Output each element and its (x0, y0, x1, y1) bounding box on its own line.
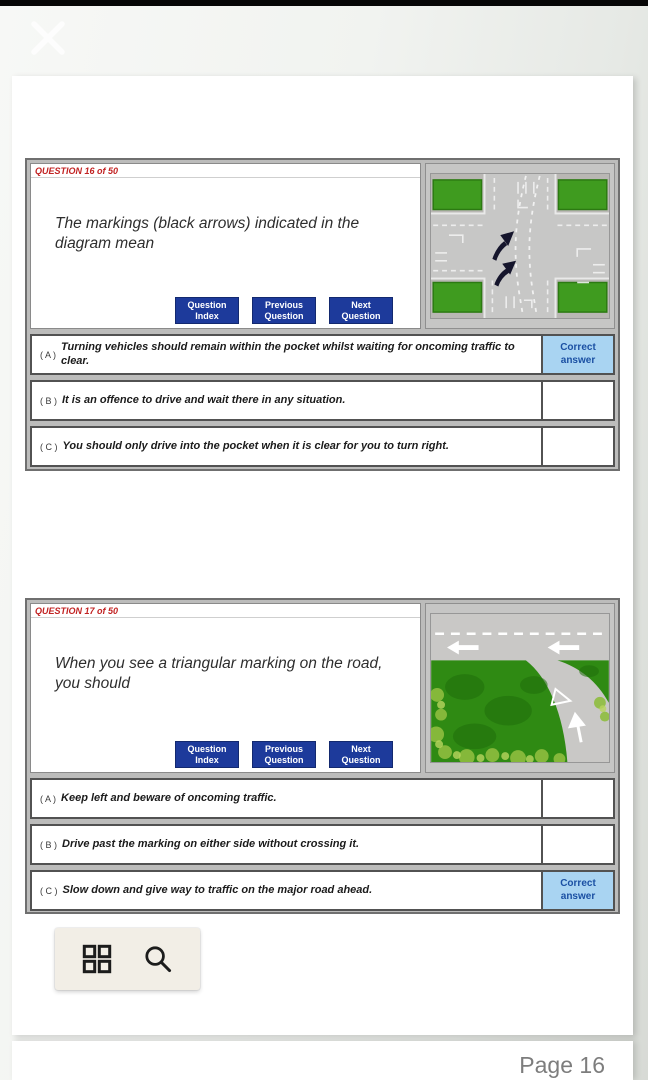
next-question-button[interactable]: Next Question (329, 741, 393, 768)
answer-row-b[interactable] (30, 380, 615, 421)
question-index-button[interactable]: Question Index (175, 297, 239, 324)
answer-text: Turning vehicles should remain within the pocket whilst waiting for oncoming traffic to clear. (61, 340, 515, 367)
answer-result-cell[interactable] (541, 826, 613, 863)
answer-row-a[interactable] (30, 334, 615, 375)
search-button[interactable] (139, 940, 177, 978)
question-nav (175, 297, 393, 324)
question-text: The markings (black arrows) indicated in the diagram mean (55, 215, 360, 253)
diagram-frame (425, 163, 615, 329)
question-panel-16 (25, 158, 620, 471)
answer-label: ( A ) (40, 349, 57, 360)
answer-text: Drive past the marking on either side without crossing it. (62, 837, 360, 850)
answer-row-c[interactable] (30, 870, 615, 911)
question-text: When you see a triangular marking on the road, you should (55, 655, 383, 693)
close-icon[interactable] (26, 16, 70, 60)
search-icon (143, 944, 173, 974)
next-page-sliver (12, 1041, 633, 1080)
correct-answer-badge[interactable]: Correct answer (541, 336, 613, 373)
answer-row-a[interactable] (30, 778, 615, 819)
top-black-bar (0, 0, 648, 6)
next-question-button[interactable]: Next Question (329, 297, 393, 324)
answer-label: ( B ) (40, 839, 57, 850)
answer-label: ( C ) (40, 441, 58, 452)
answer-text: Keep left and beware of oncoming traffic. (61, 791, 277, 804)
previous-question-button[interactable]: Previous Question (252, 297, 316, 324)
answer-row-c[interactable] (30, 426, 615, 467)
diagram-frame (425, 603, 615, 773)
answer-result-cell[interactable] (541, 428, 613, 465)
question-nav (175, 741, 393, 768)
grid-icon (82, 944, 112, 974)
answer-text: Slow down and give way to traffic on the major road ahead. (62, 883, 373, 896)
answer-result-cell[interactable] (541, 382, 613, 419)
document-page (12, 76, 633, 1035)
answer-label: ( C ) (40, 885, 58, 896)
answer-label: ( B ) (40, 395, 57, 406)
viewer-toolbar (55, 928, 200, 990)
question-header: QUESTION 17 of 50 (31, 604, 420, 618)
question-panel-17 (25, 598, 620, 914)
question-box (30, 603, 421, 773)
answer-text: You should only drive into the pocket when it is clear for you to turn right. (62, 439, 449, 452)
previous-question-button[interactable]: Previous Question (252, 741, 316, 768)
answer-label: ( A ) (40, 793, 57, 804)
answer-result-cell[interactable] (541, 780, 613, 817)
question-header: QUESTION 16 of 50 (31, 164, 420, 178)
grid-menu-button[interactable] (78, 940, 116, 978)
curved-road-diagram-image (430, 613, 610, 763)
intersection-diagram-image (430, 173, 610, 319)
question-index-button[interactable]: Question Index (175, 741, 239, 768)
page-number-label: Page 16 (519, 1052, 605, 1078)
question-box (30, 163, 421, 329)
answer-text: It is an offence to drive and wait there in any situation. (62, 393, 346, 406)
answer-row-b[interactable] (30, 824, 615, 865)
correct-answer-badge[interactable]: Correct answer (541, 872, 613, 909)
